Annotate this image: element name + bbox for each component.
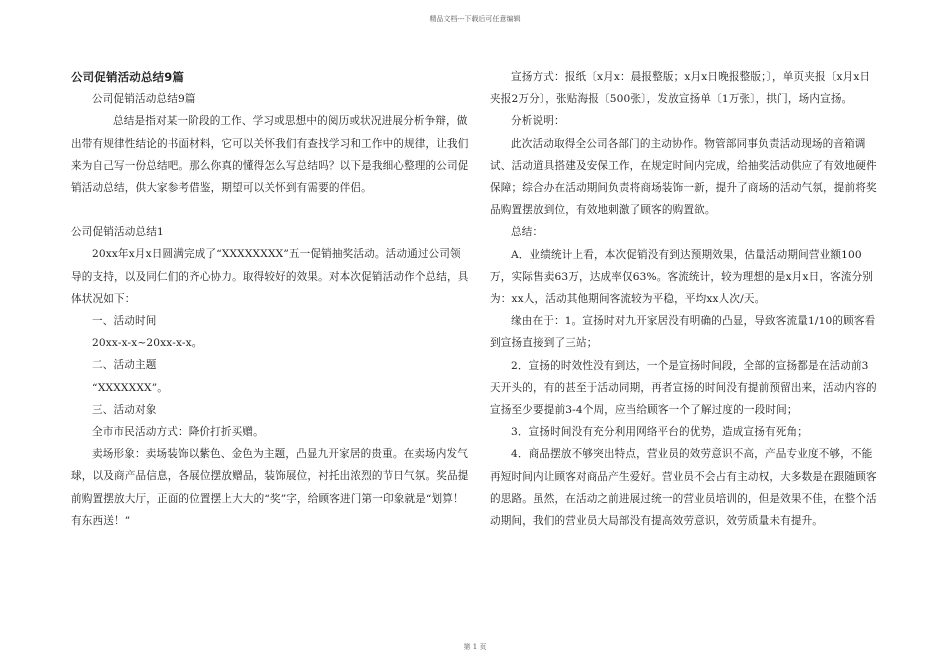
section-title: 公司促销活动总结1 [71,226,164,239]
paragraph: 20xx年x月x日圆满完成了“XXXXXXXX”五一促销抽奖活动。活动通过公司领导的支持，以及同仁们的齐心协力。取得较好的效果。对本次促销活动作个总结，具体状况如下： [71,248,469,305]
spacer [71,199,471,221]
document-title: 公司促销活动总结9篇 [71,70,185,84]
heading-analysis: 分析说明： [511,115,565,128]
heading-activity-target: 三、活动对象 [92,403,157,416]
paragraph: 4．商品摆放不够突出特点，营业员的效劳意识不高，产品专业度不够，不能再短时间内让顾客对商品产生爱好。营业员不会占有主动权，大多数是在跟随顾客的思路。虽然，在活动之前进展过统一的营业员培训的，但是效果不佳，在整个活动期间，我们的营业员大局部没有提高效劳意识，效劳质量未有提升。 [490,448,877,528]
document-subtitle: 公司促销活动总结9篇 [92,93,196,106]
activity-time: 20xx-x-x~20xx-x-x。 [92,337,203,350]
paragraph: 2．宣扬的时效性没有到达，一个是宣扬时间段，全部的宣扬都是在活动前3天开头的，有的甚至于活动同期，再者宣扬的时间没有提前预留出来，活动内容的宣扬至少要提前3-4个周，应当给顾客一个了解过度的一段时间； [490,359,877,417]
paragraph: 3．宣扬时间没有充分利用网络平台的优势，造成宣扬有死角； [511,426,808,439]
heading-summary: 总结： [511,226,544,239]
paragraph: 缘由在于：1。宣扬时对九开家居没有明确的凸显，导致客流量1/10的顾客看到宣扬直接到了三站； [490,315,876,350]
left-column [71,66,471,532]
paragraph: 卖场形象：卖场装饰以紫色、金色为主题，凸显九开家居的贵重。在卖场内发气球，以及商产品信息，各展位摆放赠品，装饰展位，衬托出浓烈的节日气氛。奖品提前购置摆放大厅，正面的位置摆上大大的“奖”字，给顾客进门第一印象就是“划算！有东西送！” [71,448,469,527]
page-footer: 第 1 页 [463,643,487,651]
intro-paragraph: 总结是指对某一阶段的工作、学习或思想中的阅历或状况进展分析争辩，做出带有规律性结论的书面材料，它可以关怀我们有查找学习和工作中的规律，让我们来为自己写一份总结吧。那么你真的懂得怎么写总结吗？以下是我细心整理的公司促销活动总结，供大家参考借鉴，期望可以关怀到有需要的伴侣。 [71,115,469,195]
paragraph: A．业绩统计上看，本次促销没有到达预期效果，估量活动期间营业额100万，实际售卖63万，达成率仅63%。客流统计，较为理想的是x月x日，客流分别为：xx人，活动其他期间客流较为平稳，平均xx人次/天。 [490,248,874,306]
activity-theme: “XXXXXXX”。 [92,381,169,394]
paragraph: 此次活动取得全公司各部门的主动协作。物管部同事负责活动现场的音箱调试、活动道具搭建及安保工作，在规定时间内完成，给抽奖活动供应了有效地硬件保障；综合办在活动期间负责将商场装饰一新，提升了商场的活动气氛，提前将奖品购置摆放到位，有效地刺激了顾客的购置欲。 [490,137,877,217]
heading-activity-time: 一、活动时间 [92,315,157,328]
right-column [490,66,878,532]
paragraph: 宣扬方式：报纸〔x月x：晨报整版；x月x日晚报整版；〕，单页夹报〔x月x日夹报2万分〕，张贴海报〔500张〕，发放宣扬单〔1万张〕，拱门，场内宣扬。 [490,71,871,106]
page-header: 精品文档---下载后可任意编辑 [429,15,521,23]
heading-activity-theme: 二、活动主题 [92,359,157,372]
activity-target: 全市市民活动方式：降价打折买赠。 [92,426,264,439]
